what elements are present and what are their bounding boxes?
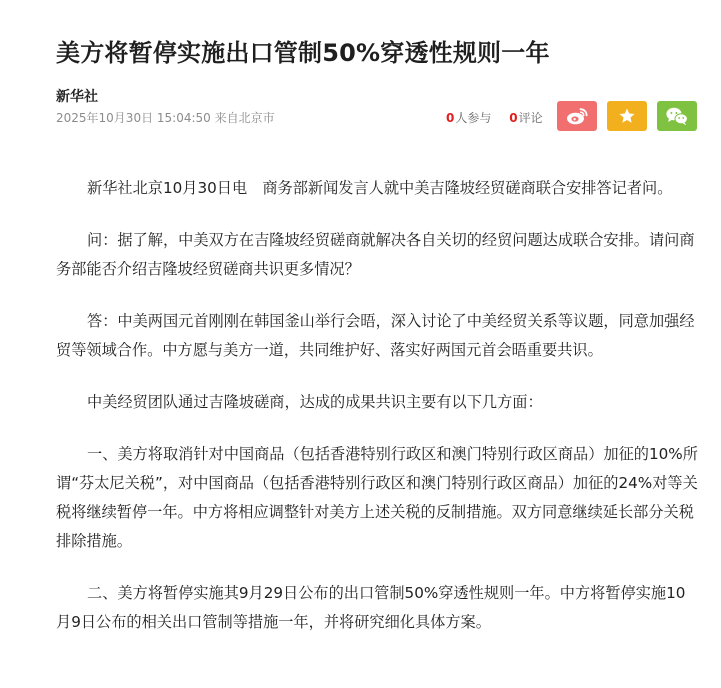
star-icon: [618, 107, 636, 125]
article-source[interactable]: 新华社: [56, 89, 98, 105]
article-paragraph: 一、美方将取消针对中国商品（包括香港特别行政区和澳门特别行政区商品）加征的10%所谓“芬太尼关税”，对中国商品（包括香港特别行政区和澳门特别行政区商品）加征的24%对等关税将继续暂停一年。中方将相应调整针对美方上述关税的反制措施。双方同意继续延长部分关税排除措施。: [56, 445, 698, 550]
share-weibo-button[interactable]: [557, 101, 597, 131]
article-paragraph: 新华社北京10月30日电 商务部新闻发言人就中美吉隆坡经贸磋商联合安排答记者问。: [87, 179, 673, 197]
article-datetime: 2025年10月30日 15:04:50 来自北京市: [56, 111, 275, 125]
article-paragraph: 二、美方将暂停实施其9月29日公布的出口管制50%穿透性规则一年。中方将暂停实施10月9日公布的相关出口管制等措施一年，并将研究细化具体方案。: [56, 584, 686, 631]
wechat-icon: [665, 106, 689, 126]
weibo-icon: [565, 106, 589, 126]
article-paragraph: 中美经贸团队通过吉隆坡磋商，达成的成果共识主要有以下几方面：: [87, 393, 543, 411]
comments-label: 评论: [518, 111, 543, 125]
article-stats: [446, 110, 557, 126]
comments-link[interactable]: [509, 110, 542, 126]
participants-link[interactable]: [446, 110, 491, 126]
comments-count: 0: [509, 111, 518, 125]
share-wechat-button[interactable]: [657, 101, 697, 131]
favorite-button[interactable]: [607, 101, 647, 131]
page-title: 美方将暂停实施出口管制50%穿透性规则一年: [56, 39, 550, 67]
article-paragraph: 答：中美两国元首刚刚在韩国釜山举行会晤，深入讨论了中美经贸关系等议题，同意加强经贸等领域合作。中方愿与美方一道，共同维护好、落实好两国元首会晤重要共识。: [56, 312, 695, 359]
participants-label: 人参与: [455, 111, 492, 125]
article-body: [56, 174, 699, 660]
article-paragraph: 问：据了解，中美双方在吉隆坡经贸磋商就解决各自关切的经贸问题达成联合安排。请问商务部能否介绍吉隆坡经贸磋商共识更多情况？: [56, 231, 695, 278]
participants-count: 0: [446, 111, 455, 125]
